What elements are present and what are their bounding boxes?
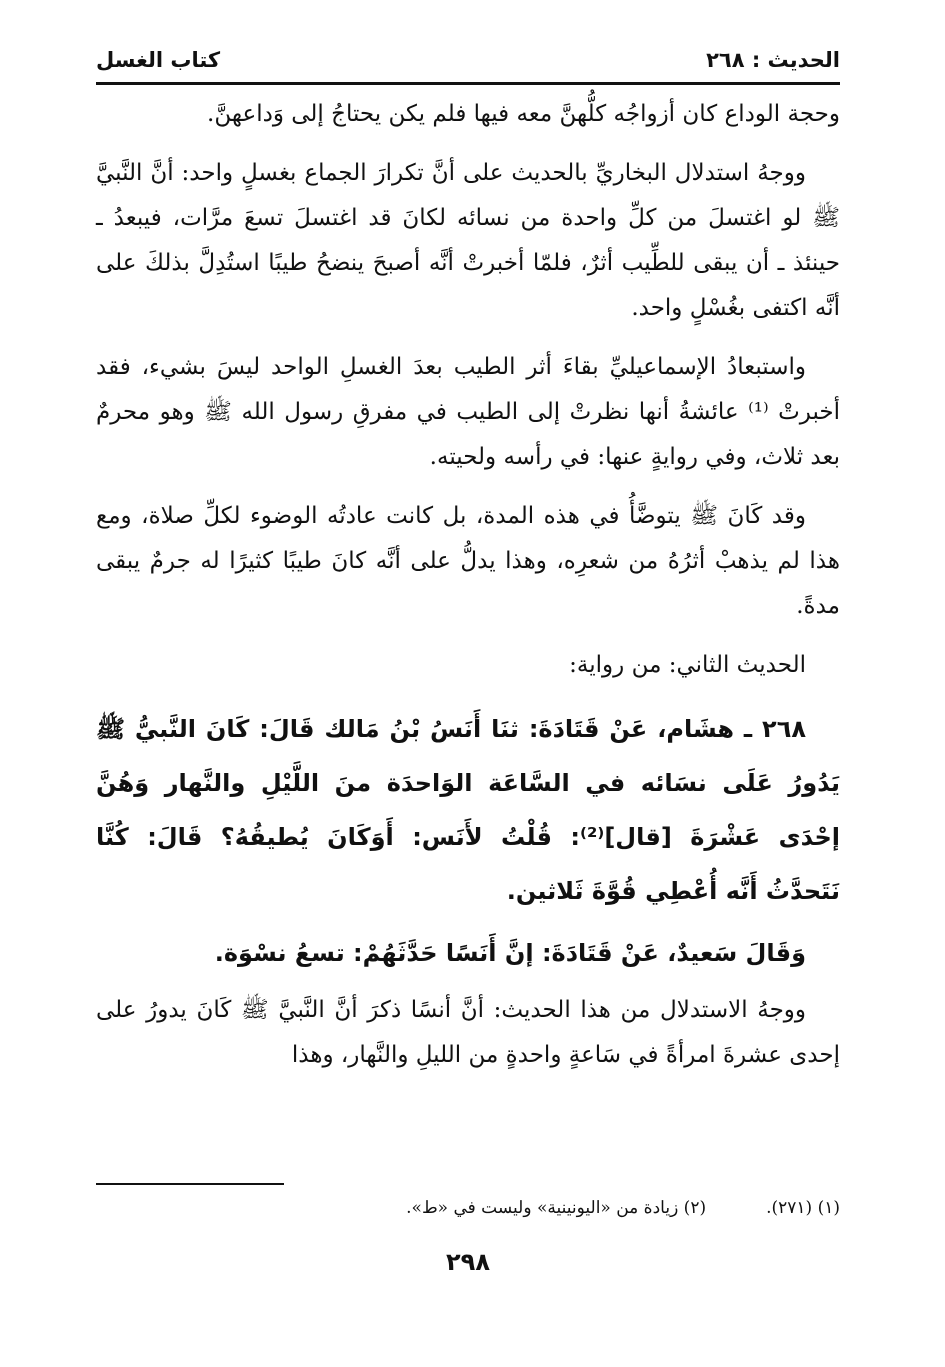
header-rule bbox=[96, 82, 840, 85]
hadith-number-header: الحديث : ٢٦٨ bbox=[706, 48, 840, 72]
footnote-rule bbox=[96, 1183, 284, 1185]
chapter-title-header: كتاب الغسل bbox=[96, 48, 221, 72]
paragraph-continuation: وحجة الوداع كان أزواجُه كلُّهنَّ معه فيها فلم يكن يحتاجُ إلى وَداعهنَّ. bbox=[207, 101, 840, 127]
book-page bbox=[96, 0, 840, 1367]
body-text bbox=[96, 92, 840, 1092]
footnote-1: (١) (٢٧١). bbox=[766, 1198, 840, 1218]
running-header bbox=[96, 44, 840, 76]
footnotes bbox=[96, 1196, 840, 1220]
hadith-268-said-report: وَقَالَ سَعيدٌ، عَنْ قَتَادَةَ: إنَّ أَنَسًا حَدَّثَهُمْ: تسعُ نسْوَة. bbox=[214, 939, 806, 967]
paragraph-wudu-remark: وقد كَانَ ﷺ يتوضَّأُ في هذه المدة، بل كانت عادتُه الوضوء لكلِّ صلاة، ومع هذا لم يذهبْ أثرُهُ من شعرِه، وهذا يدلُّ على أنَّه كانَ طيبًا كثيرًا له جرمٌ يبقى مدةً. bbox=[96, 503, 840, 619]
page-number: ٢٩٨ bbox=[446, 1248, 490, 1276]
footnote-2: (٢) زيادة من «اليونينية» وليست في «ط». bbox=[406, 1198, 707, 1218]
paragraph-ismaili-objection: واستبعادُ الإسماعيليِّ بقاءَ أثر الطيب بعدَ الغسلِ الواحد ليسَ بشيء، فقد أخبرتْ ⁽¹⁾ عائشةُ أنها نظرتْ إلى الطيب في مفرقِ رسول الله ﷺ وهو محرمٌ بعد ثلاث، وفي روايةٍ عنها: في رأسه ولحيته. bbox=[96, 354, 841, 470]
second-hadith-heading: الحديث الثاني: من رواية: bbox=[569, 652, 806, 678]
paragraph-hadith-inference: ووجهُ الاستدلال من هذا الحديث: أنَّ أنسًا ذكرَ أنَّ النَّبيَّ ﷺ كَانَ يدورُ على إحدى عشرةَ امرأةً في سَاعةٍ واحدةٍ من الليلِ والنَّهار، وهذا bbox=[96, 997, 840, 1068]
hadith-268-text: ٢٦٨ ـ هشَام، عَنْ قَتَادَةَ: ثنَا أَنَسُ بْنُ مَالك قَالَ: كَانَ النَّبيُّ ﷺ يَدُورُ عَلَى نسَائه في السَّاعَة الوَاحدَة منَ اللَّيْلِ والنَّهار وَهُنَّ إحْدَى عَشْرَةَ [قال]⁽²⁾: قُلْتُ لأَنَس: أَوَكَانَ يُطيقُهُ؟ قَالَ: كُنَّا نَتَحدَّثُ أَنَّه أُعْطِي قُوَّةَ ثَلاثين. bbox=[96, 715, 840, 905]
paragraph-bukhari-inference: ووجهُ استدلال البخاريِّ بالحديث على أنَّ تكرارَ الجماع بغسلٍ واحد: أنَّ النَّبيَّ ﷺ لو اغتسلَ من كلِّ واحدة من نسائه لكانَ قد اغتسلَ تسعَ مرَّات، فيبعدُ ـ حينئذ ـ أن يبقى للطِّيب أثرٌ، فلمّا أخبرتْ أنَّه أصبحَ ينضحُ طيبًا استُدِلَّ بذلكَ على أنَّه اكتفى بغُسْلٍ واحد. bbox=[96, 160, 840, 321]
